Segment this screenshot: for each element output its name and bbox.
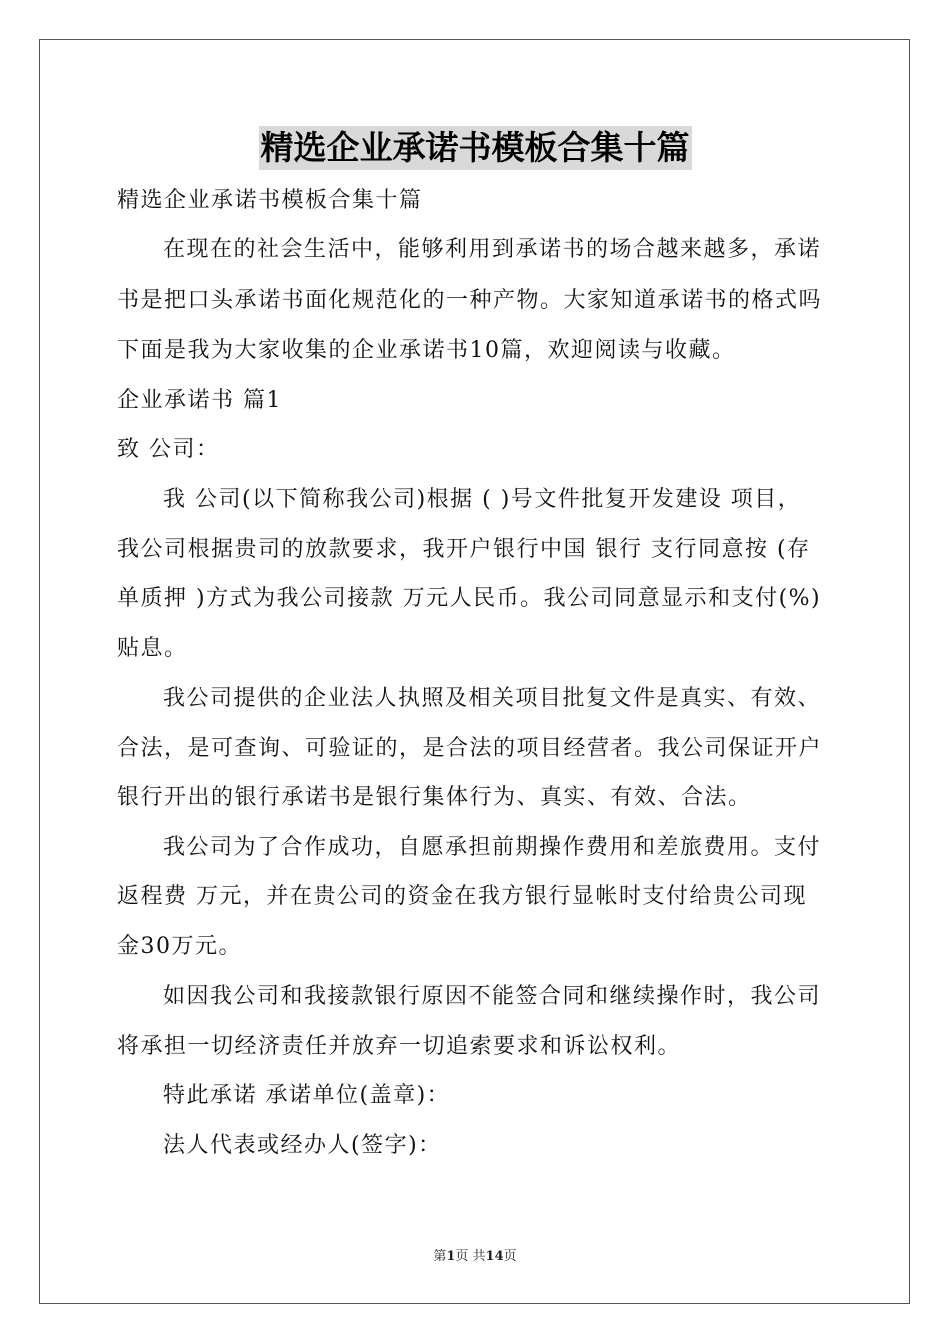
paragraph-line: 单质押 )方式为我公司接款 万元人民币。我公司同意显示和支付(%)	[117, 586, 822, 611]
section-heading: 企业承诺书 篇1	[117, 388, 282, 413]
page-footer	[0, 1248, 950, 1266]
salutation-line: 致 公司：	[117, 437, 220, 462]
footer-suffix: 页	[503, 1249, 517, 1264]
page-border	[39, 39, 910, 1304]
footer-mid: 页 共	[455, 1249, 486, 1264]
signature-line: 特此承诺 承诺单位(盖章)：	[163, 1083, 451, 1108]
title-container	[0, 126, 950, 170]
footer-total-pages: 14	[485, 1249, 504, 1264]
subtitle-line: 精选企业承诺书模板合集十篇	[117, 188, 423, 213]
paragraph-line: 金30万元。	[117, 934, 242, 959]
paragraph-line: 银行开出的银行承诺书是银行集体行为、真实、有效、合法。	[117, 785, 752, 810]
paragraph-line: 合法，是可查询、可验证的，是合法的项目经营者。我公司保证开户	[117, 736, 823, 761]
paragraph-line: 在现在的社会生活中，能够利用到承诺书的场合越来越多，承诺	[163, 237, 822, 262]
signature-line: 法人代表或经办人(签字)：	[163, 1133, 442, 1158]
document-title: 精选企业承诺书模板合集十篇	[259, 126, 692, 170]
paragraph-line: 我公司提供的企业法人执照及相关项目批复文件是真实、有效、	[163, 686, 822, 711]
paragraph-line: 如因我公司和我接款银行原因不能签合同和继续操作时，我公司	[163, 984, 822, 1009]
paragraph-line: 贴息。	[117, 636, 188, 661]
paragraph-line: 我 公司(以下简称我公司)根据 ( )号文件批复开发建设 项目，	[163, 487, 802, 512]
footer-prefix: 第	[433, 1249, 447, 1264]
paragraph-line: 我公司根据贵司的放款要求，我开户银行中国 银行 支行同意按 (存	[117, 537, 811, 562]
paragraph-line: 我公司为了合作成功，自愿承担前期操作费用和差旅费用。支付	[163, 835, 822, 860]
footer-current-page: 1	[446, 1249, 456, 1264]
paragraph-line: 返程费 万元，并在贵公司的资金在我方银行显帐时支付给贵公司现	[117, 884, 807, 909]
paragraph-line: 书是把口头承诺书面化规范化的一种产物。大家知道承诺书的格式吗	[117, 288, 823, 313]
paragraph-line: 将承担一切经济责任并放弃一切追索要求和诉讼权利。	[117, 1034, 682, 1059]
paragraph-line: 下面是我为大家收集的企业承诺书10篇，欢迎阅读与收藏。	[117, 338, 736, 363]
